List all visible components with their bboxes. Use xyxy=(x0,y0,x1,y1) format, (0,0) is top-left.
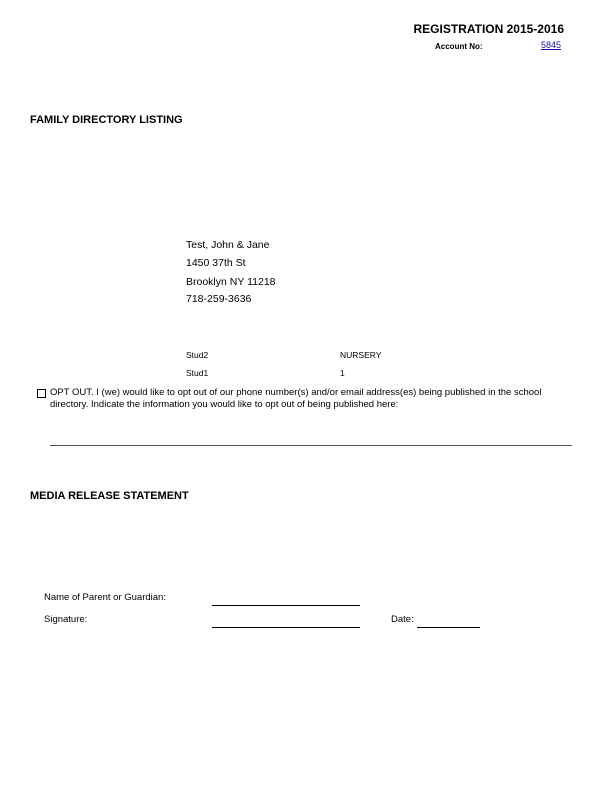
media-release-title: MEDIA RELEASE STATEMENT xyxy=(30,490,189,502)
address-line-name: Test, John & Jane xyxy=(186,239,270,251)
opt-out-text: OPT OUT. I (we) would like to opt out of our phone number(s) and/or email address(es) being published in the school directory. Indicate the information you would like to opt out of being published here: xyxy=(50,387,542,410)
student-name: Stud1 xyxy=(186,368,209,378)
student-grade: NURSERY xyxy=(340,350,382,360)
student-name: Stud2 xyxy=(186,350,209,360)
date-label: Date: xyxy=(391,614,414,625)
date-line[interactable] xyxy=(417,627,480,628)
address-line-street: 1450 37th St xyxy=(186,257,246,269)
opt-out-entry-line[interactable] xyxy=(50,445,572,446)
parent-name-label: Name of Parent or Guardian: xyxy=(44,592,166,603)
registration-title: REGISTRATION 2015-2016 xyxy=(413,22,564,36)
parent-name-line[interactable] xyxy=(212,605,360,606)
opt-out-checkbox[interactable] xyxy=(37,389,46,398)
signature-line[interactable] xyxy=(212,627,360,628)
signature-label: Signature: xyxy=(44,614,88,625)
address-line-phone: 718-259-3636 xyxy=(186,293,252,305)
account-number-link[interactable]: 5845 xyxy=(541,40,562,50)
student-grade: 1 xyxy=(340,368,345,378)
account-number-label: Account No: xyxy=(435,42,483,51)
family-directory-title: FAMILY DIRECTORY LISTING xyxy=(30,114,183,126)
address-line-city: Brooklyn NY 11218 xyxy=(186,276,276,288)
